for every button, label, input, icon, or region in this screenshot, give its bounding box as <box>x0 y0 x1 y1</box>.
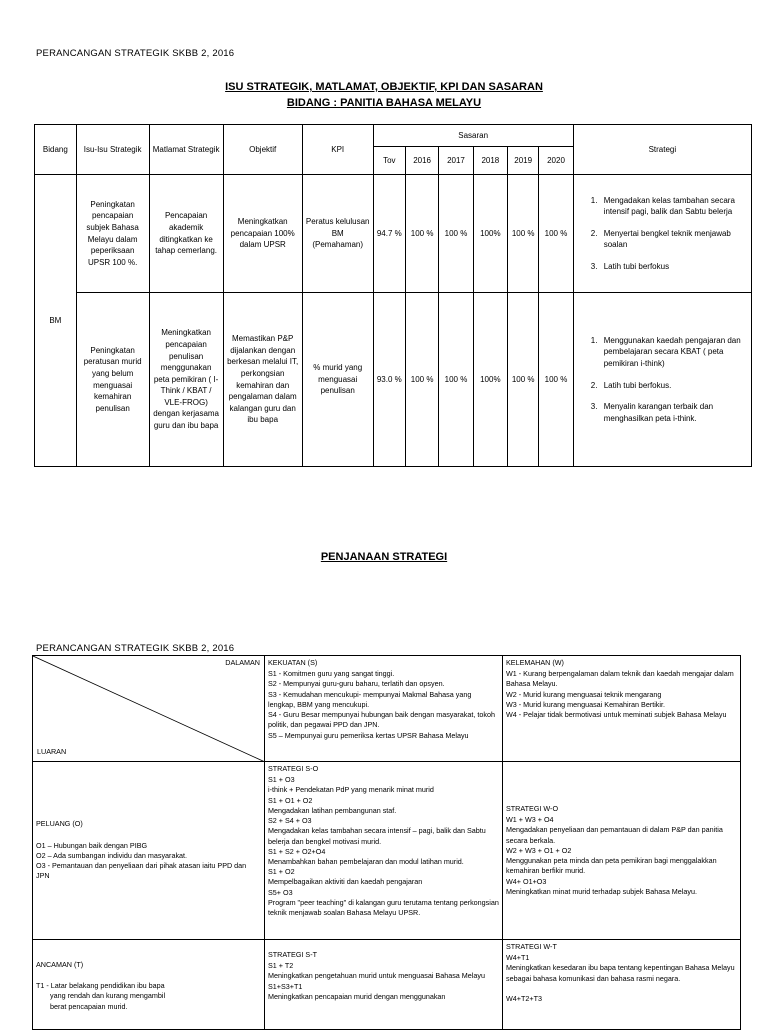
st-title: STRATEGI S-T <box>268 950 317 959</box>
swot-table <box>32 655 741 1030</box>
objektif-cell: Memastikan P&P dijalankan dengan berkesan melalui IT, perkongsian kemahiran dan pengalaman dalam kalangan guru dan ibu bapa <box>223 293 302 467</box>
kpi-cell: Peratus kelulusan BM (Pemahaman) <box>302 175 373 293</box>
page-title: ISU STRATEGIK, MATLAMAT, OBJEKTIF, KPI DAN SASARAN <box>225 81 543 93</box>
list-item: S5 – Mempunyai guru pemeriksa kertas UPSR Bahasa Melayu <box>268 730 469 740</box>
value-cell: 100 % <box>508 175 539 293</box>
ancaman-cell <box>33 940 265 1030</box>
header-objektif: Objektif <box>223 125 302 175</box>
list-item: Meningkatkan pencapaian murid dengan menggunakan <box>268 991 446 1001</box>
list-item: i-think + Pendekatan PdP yang menarik minat murid <box>268 785 434 795</box>
list-item: W1 - Kurang berpengalaman dalam teknik dan kaedah mengajar dalam Bahasa Melayu. <box>506 669 734 689</box>
list-item: W3 - Murid kurang menguasai Kemahiran Bertikir. <box>506 699 665 709</box>
list-item: S1 + O3 <box>268 775 295 785</box>
value-cell: 100% <box>473 293 507 467</box>
list-item: T1 - Latar belakang pendidikan ibu bapa <box>36 981 165 991</box>
table-row <box>35 175 752 293</box>
strategy-item: 2. Menyertai bengkel teknik menjawab soalan <box>600 228 748 251</box>
value-cell: 94.7 % <box>373 175 405 293</box>
isu-cell: Peningkatan pencapaian subjek Bahasa Melayu dalam peperiksaan UPSR 100 %. <box>76 175 149 293</box>
value-cell: 100 % <box>508 293 539 467</box>
list-item: O1 – Hubungan baik dengan PIBG <box>36 840 148 850</box>
kekuatan-title: KEKUATAN (S) <box>268 658 318 667</box>
strategi-so-cell <box>265 762 503 940</box>
bidang-cell: BM <box>35 175 77 467</box>
list-item: Mempelbagaikan aktiviti dan kaedah pengajaran <box>268 877 423 887</box>
list-item: O2 – Ada sumbangan individu dan masyarakat. <box>36 850 188 860</box>
kelemahan-cell <box>503 656 741 762</box>
list-item: S1 - Komitmen guru yang sangat tinggi. <box>268 669 395 679</box>
value-cell: 93.0 % <box>373 293 405 467</box>
strategic-issues-table <box>34 124 752 467</box>
list-item: W1 + W3 + O4 <box>506 815 554 825</box>
list-item: S1 + O1 + O2 <box>268 795 313 805</box>
value-cell: 100 % <box>405 175 438 293</box>
matlamat-cell: Pencapaian akademik ditingkatkan ke tahap cemerlang. <box>149 175 223 293</box>
objektif-cell: Meningkatkan pencapaian 100% dalam UPSR <box>223 175 302 293</box>
value-cell: 100 % <box>405 293 438 467</box>
strategy-cell <box>573 293 751 467</box>
list-item: W4+T2+T3 <box>506 993 542 1003</box>
list-item: Mengadakan latihan pembangunan staf. <box>268 805 397 815</box>
kekuatan-cell <box>265 656 503 762</box>
list-item: Meningkatkan kesedaran ibu bapa tentang kepentingan Bahasa Melayu sebagai bahasa komunikasi dan bahasa rasmi negara. <box>506 963 735 983</box>
header-sasaran: Sasaran <box>373 125 573 147</box>
value-cell: 100 % <box>539 293 573 467</box>
list-item: S1 + S2 + O2+O4 <box>268 846 326 856</box>
list-item: W4 - Pelajar tidak bermotivasi untuk meminati subjek Bahasa Melayu <box>506 710 727 720</box>
peluang-cell <box>33 762 265 940</box>
matlamat-cell: Meningkatkan pencapaian penulisan menggunakan peta pemikiran ( I-Think / KBAT / VLE-FROG) dengan kerjasama guru dan ibu bapa <box>149 293 223 467</box>
list-item: S1+S3+T1 <box>268 981 303 991</box>
page-subtitle: BIDANG : PANITIA BAHASA MELAYU <box>286 97 482 109</box>
wo-title: STRATEGI W-O <box>506 804 559 814</box>
page-header-2: PERANCANGAN STRATEGIK SKBB 2, 2016 <box>36 643 235 654</box>
list-item: Program "peer teaching" di kalangan guru terutama tentang perkongsian teknik menjawab soalan Bahasa Melayu UPSR. <box>268 897 499 918</box>
list-item: Mengadakan kelas tambahan secara intensif – pagi, balik dan Sabtu belerja dan bengkel motivasi murid. <box>268 826 486 846</box>
list-item: S2 + S4 + O3 <box>268 816 312 826</box>
header-year: 2018 <box>473 147 507 175</box>
value-cell: 100 % <box>439 293 473 467</box>
strategy-item: 3. Latih tubi berfokus <box>600 261 748 273</box>
header-year: Tov <box>373 147 405 175</box>
header-isu: Isu-Isu Strategik <box>76 125 149 175</box>
list-item: W2 - Murid kurang menguasai teknik mengarang <box>506 689 662 699</box>
list-item: W4+ O1+O3 <box>506 876 547 886</box>
list-item: S2 - Mempunyai guru-guru baharu, terlatih dan opsyen. <box>268 679 445 689</box>
list-item: yang rendah dan kurang mengambil <box>50 991 166 1001</box>
list-item: S3 - Kemudahan mencukupi- mempunyai Makmal Bahasa yang lengkap, BBM yang mencukupi. <box>268 689 472 709</box>
strategy-item: 3. Menyalin karangan terbaik dan menghasilkan peta i-think. <box>600 401 748 424</box>
page-header: PERANCANGAN STRATEGIK SKBB 2, 2016 <box>36 48 235 59</box>
header-bidang: Bidang <box>35 125 77 175</box>
header-kpi: KPI <box>302 125 373 175</box>
list-item: Mengadakan penyeliaan dan pemantauan di dalam P&P dan panitia secara berkala. <box>506 825 723 845</box>
list-item: S4 - Guru Besar mempunyai hubungan baik dengan masyarakat, tokoh politik, dan pegawai PPD dan JPN. <box>268 710 495 730</box>
list-item: berat pencapaian murid. <box>50 1001 128 1011</box>
value-cell: 100 % <box>439 175 473 293</box>
list-item: S5+ O3 <box>268 887 293 897</box>
strategy-item: 1. Menggunakan kaedah pengajaran dan pembelajaran secara KBAT ( peta pemikiran i-think) <box>600 335 748 370</box>
swot-corner-cell <box>33 656 265 762</box>
list-item: O3 - Pemantauan dan penyeliaan dari pihak atasan iaitu PPD dan JPN <box>36 861 247 881</box>
kelemahan-title: KELEMAHAN (W) <box>506 658 564 667</box>
list-item: W4+T1 <box>506 953 530 963</box>
list-item: W2 + W3 + O1 + O2 <box>506 845 572 855</box>
strategy-item: 1. Mengadakan kelas tambahan secara intensif pagi, balik dan Sabtu belerja <box>600 195 748 218</box>
header-year: 2016 <box>405 147 438 175</box>
header-matlamat: Matlamat Strategik <box>149 125 223 175</box>
luaran-label: LUARAN <box>37 746 67 756</box>
kpi-cell: % murid yang menguasai penulisan <box>302 293 373 467</box>
header-year: 2020 <box>539 147 573 175</box>
list-item: S1 + O2 <box>268 867 295 877</box>
list-item: Menambahkan bahan pembelajaran dan modul latihan murid. <box>268 856 464 866</box>
list-item: Meningkatkan minat murid terhadap subjek Bahasa Melayu. <box>506 886 697 896</box>
value-cell: 100 % <box>539 175 573 293</box>
list-item: S1 + T2 <box>268 961 294 971</box>
dalaman-label: DALAMAN <box>225 658 260 667</box>
strategi-wt-cell <box>503 940 741 1030</box>
header-year: 2019 <box>508 147 539 175</box>
peluang-title: PELUANG (O) <box>36 819 83 829</box>
list-item: Meningkatkan pengetahuan murid untuk menguasai Bahasa Melayu <box>268 971 485 981</box>
list-item: Menggunakan peta minda dan peta pemikiran bagi menggalakkan kemahiran berfikir murid. <box>506 856 717 876</box>
value-cell: 100% <box>473 175 507 293</box>
strategy-item: 2. Latih tubi berfokus. <box>600 380 748 392</box>
section-title: PENJANAAN STRATEGI <box>320 551 448 563</box>
strategy-cell <box>573 175 751 293</box>
strategi-wo-cell <box>503 762 741 940</box>
diagonal-line <box>33 656 265 762</box>
strategi-st-cell <box>265 940 503 1030</box>
so-title: STRATEGI S-O <box>268 764 319 773</box>
header-strategi: Strategi <box>573 125 751 175</box>
header-year: 2017 <box>439 147 473 175</box>
isu-cell: Peningkatan peratusan murid yang belum menguasai kemahiran penulisan <box>76 293 149 467</box>
wt-title: STRATEGI W-T <box>506 942 557 951</box>
table-row <box>35 293 752 467</box>
ancaman-title: ANCAMAN (T) <box>36 960 84 969</box>
